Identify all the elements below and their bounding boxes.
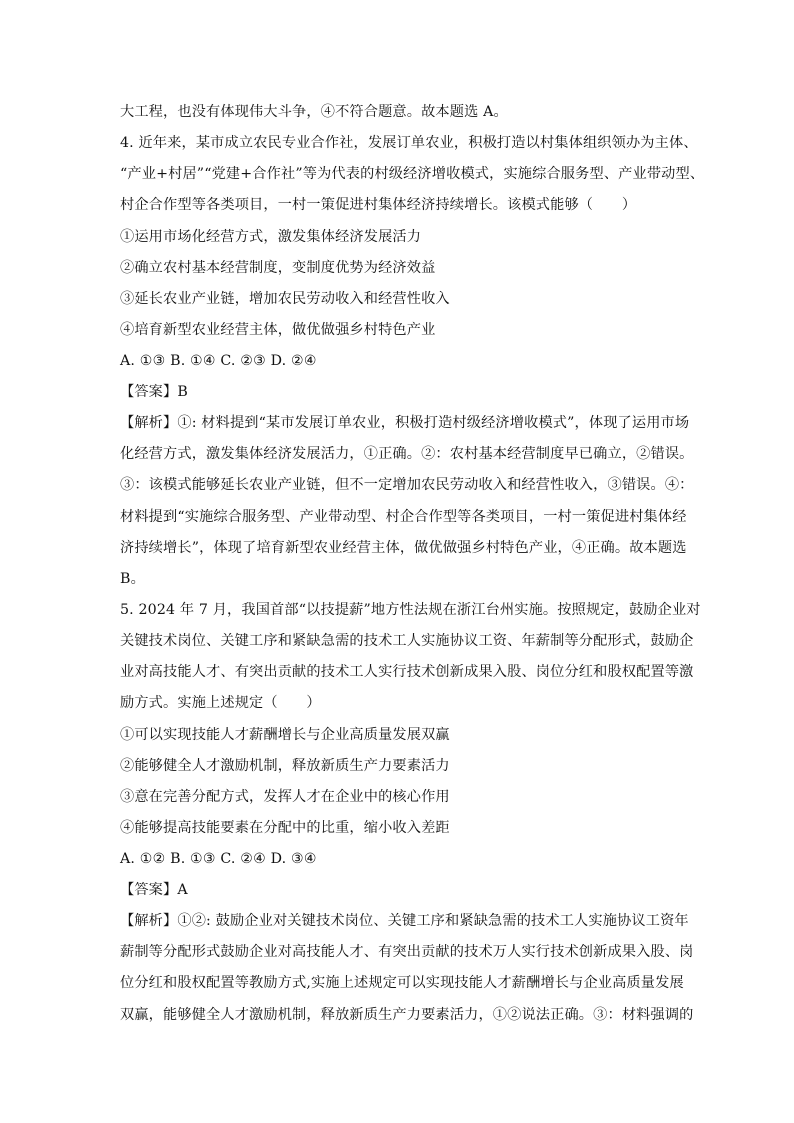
question-5-stem-line-2: 关键技术岗位、关键工序和紧缺急需的技术工人实施协议工资、年薪制等分配形式，鼓励企 bbox=[120, 633, 694, 649]
question-4-analysis-line-6: B。 bbox=[120, 571, 145, 587]
question-5-option-1: ①可以实现技能人才薪酬增长与企业高质量发展双赢 bbox=[120, 727, 450, 743]
question-5-option-2: ②能够健全人才激励机制，释放新质生产力要素活力 bbox=[120, 758, 450, 774]
question-4-option-4: ④培育新型农业经营主体，做优做强乡村特色产业 bbox=[120, 322, 436, 338]
question-4-choices: A. ①③ B. ①④ C. ②③ D. ②④ bbox=[120, 353, 317, 369]
question-5-option-4: ④能够提高技能要素在分配中的比重，缩小收入差距 bbox=[120, 820, 450, 836]
question-5-choices: A. ①② B. ①③ C. ②④ D. ③④ bbox=[120, 851, 317, 867]
question-4-option-1: ①运用市场化经营方式，激发集体经济发展活力 bbox=[120, 229, 422, 245]
question-4-analysis-line-4: 材料提到“实施综合服务型、产业带动型、村企合作型等各类项目，一村一策促进村集体经 bbox=[120, 509, 687, 525]
question-4-option-3: ③延长农业产业链，增加农民劳动收入和经营性收入 bbox=[120, 291, 450, 307]
text-line: 大工程，也没有体现伟大斗争，④不符合题意。故本题选 A。 bbox=[120, 104, 508, 120]
question-5-option-3: ③意在完善分配方式，发挥人才在企业中的核心作用 bbox=[120, 789, 450, 805]
question-5-answer: 【答案】A bbox=[120, 882, 188, 898]
question-5-stem-line-3: 业对高技能人才、有突出贡献的技术工人实行技术创新成果入股、岗位分红和股权配置等激 bbox=[120, 664, 694, 680]
question-5-stem-line-4: 励方式。实施上述规定（ ） bbox=[120, 695, 321, 711]
question-4-analysis-line-3: ③：该模式能够延长农业产业链，但不一定增加农民劳动收入和经营性收入，③错误。④： bbox=[120, 477, 694, 493]
question-5-stem-line-1: 5. 2024 年 7 月，我国首部“以技提薪”地方性法规在浙江台州实施。按照规定，鼓励企业对 bbox=[120, 602, 701, 618]
question-4-option-2: ②确立农村基本经营制度，变制度优势为经济效益 bbox=[120, 260, 436, 276]
question-5-analysis-line-2: 薪制等分配形式鼓励企业对高技能人才、有突出贡献的技术万人实行技术创新成果入股、岗 bbox=[120, 944, 694, 960]
question-5-analysis-line-3: 位分红和股权配置等教励方式,实施上述规定可以实现技能人才薪酬增长与企业高质量发展 bbox=[120, 975, 684, 991]
question-5-analysis-line-1: 【解析】①②: 鼓励企业对关键技术岗位、关键工序和紧缺急需的技术工人实施协议工资年 bbox=[120, 913, 689, 929]
question-4-answer: 【答案】B bbox=[120, 384, 188, 400]
question-4-stem-line-3: 村企合作型等各类项目，一村一策促进村集体经济持续增长。该模式能够（ ） bbox=[120, 197, 637, 213]
question-5-analysis-line-4: 双赢，能够健全人才激励机制，释放新质生产力要素活力，①②说法正确。③：材料强调的 bbox=[120, 1007, 694, 1023]
question-4-analysis-line-2: 化经营方式，激发集体经济发展活力，①正确。②：农村基本经营制度早已确立，②错误。 bbox=[120, 446, 694, 462]
question-4-stem-line-2: “产业+村居”“党建+合作社”等为代表的村级经济增收模式，实施综合服务型、产业带动型、 bbox=[120, 166, 705, 182]
question-4-analysis-line-5: 济持续增长”，体现了培育新型农业经营主体，做优做强乡村特色产业，④正确。故本题选 bbox=[120, 540, 687, 556]
question-4-analysis-line-1: 【解析】①: 材料提到“某市发展订单农业，积极打造村级经济增收模式”，体现了运用市场 bbox=[120, 415, 690, 431]
question-4-stem-line-1: 4. 近年来，某市成立农民专业合作社，发展订单农业，积极打造以村集体组织领办为主体、 bbox=[120, 135, 698, 151]
